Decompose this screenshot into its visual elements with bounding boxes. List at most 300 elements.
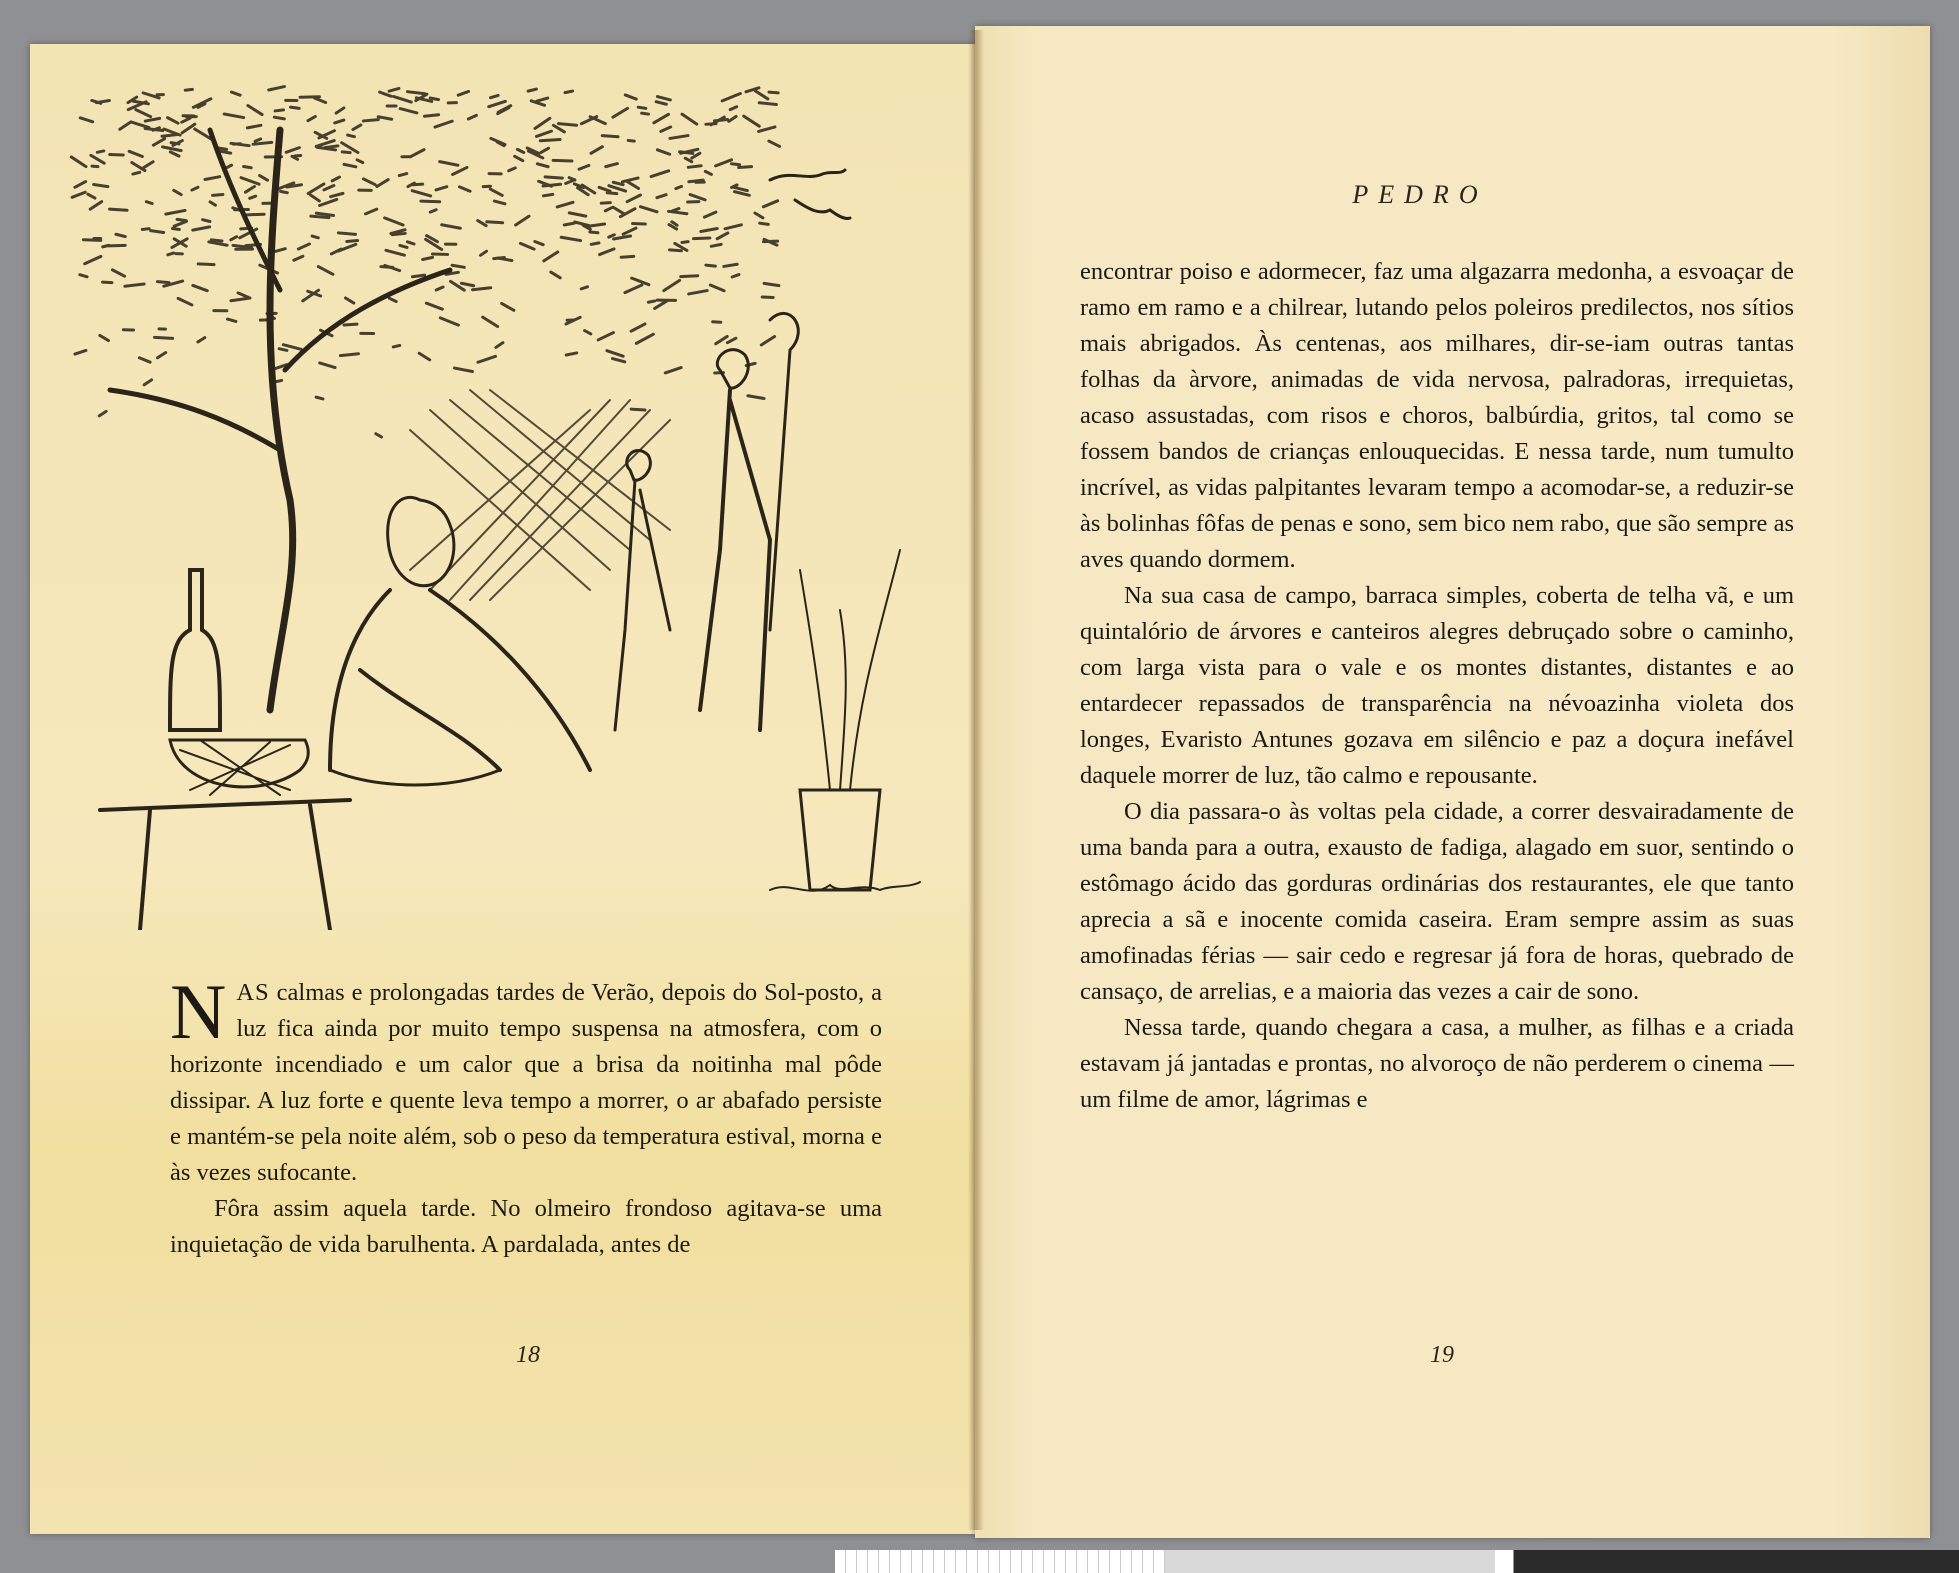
- foliage-stroke: [75, 182, 86, 188]
- foliage-stroke: [192, 187, 198, 190]
- foliage-stroke: [336, 108, 344, 113]
- foliage-stroke: [489, 101, 506, 106]
- foliage-stroke: [436, 187, 447, 190]
- foliage-stroke: [340, 354, 358, 356]
- foliage-stroke: [193, 285, 207, 290]
- foliage-stroke: [72, 192, 85, 197]
- foliage-stroke: [250, 196, 256, 198]
- foliage-stroke: [711, 244, 721, 246]
- foliage-stroke: [408, 92, 425, 94]
- foliage-stroke: [631, 324, 645, 331]
- foliage-stroke: [670, 250, 682, 251]
- foliage-stroke: [211, 240, 222, 241]
- foliage-stroke: [656, 102, 666, 105]
- paragraph: encontrar poiso e adormecer, faz uma algazarra medonha, a esvoaçar de ramo em ramo e a chilrear, lutando pelos poleiros predilectos, nos sítios mais abrigados. Às centenas, aos milhares, dir-se-iam outras tantas folhas da àrvore, animadas de vida nervosa, palradoras, irrequietas, acaso assustadas, com risos e choros, balbúrdia, gritos, tal como se fossem bandos de crianças enlouquecidas. E nessa tarde, num tumulto incrível, as vidas palpitantes levaram tempo a acomodar-se, a reduzir-se às bolinhas fôfas de penas e sono, sem bico nem rabo, que são sempre as aves quando dormem.: [1080, 258, 1794, 573]
- ruler-dark-segment: [1495, 1550, 1959, 1573]
- foliage-stroke: [178, 298, 192, 305]
- foliage-stroke: [761, 337, 774, 345]
- foliage-stroke: [168, 253, 174, 255]
- foliage-stroke: [133, 172, 140, 174]
- foliage-stroke: [502, 303, 514, 310]
- foliage-stroke: [640, 207, 657, 212]
- foliage-stroke: [545, 177, 562, 178]
- foliage-stroke: [363, 179, 375, 185]
- foliage-stroke: [348, 135, 355, 137]
- foliage-stroke: [734, 187, 747, 190]
- foliage-stroke: [704, 212, 715, 217]
- foliage-stroke: [209, 242, 227, 245]
- foliage-stroke: [672, 222, 677, 225]
- foliage-stroke: [316, 213, 333, 215]
- foliage-stroke: [631, 409, 645, 410]
- foliage-stroke: [318, 267, 333, 275]
- foliage-stroke: [724, 264, 737, 266]
- foliage-stroke: [185, 89, 192, 90]
- foliage-stroke: [308, 116, 315, 120]
- foliage-stroke: [614, 236, 631, 239]
- foliage-stroke: [136, 110, 151, 117]
- foliage-stroke: [670, 136, 688, 139]
- foliage-stroke: [458, 91, 468, 95]
- foliage-stroke: [286, 148, 299, 153]
- foliage-stroke: [599, 187, 610, 191]
- foliage-stroke: [689, 291, 708, 294]
- foliage-stroke: [613, 108, 628, 117]
- foliage-stroke: [182, 118, 190, 122]
- foliage-stroke: [454, 368, 472, 371]
- foliage-stroke: [423, 257, 433, 259]
- foliage-stroke: [399, 174, 406, 176]
- foliage-stroke: [400, 245, 407, 247]
- foliage-stroke: [366, 209, 377, 214]
- foliage-stroke: [224, 114, 243, 118]
- foliage-stroke: [600, 249, 614, 255]
- foliage-stroke: [442, 225, 461, 228]
- foliage-stroke: [247, 125, 261, 128]
- foliage-stroke: [312, 236, 318, 238]
- foliage-stroke: [739, 167, 752, 168]
- foliage-stroke: [494, 201, 505, 204]
- foliage-stroke: [759, 103, 776, 105]
- foliage-stroke: [125, 284, 144, 286]
- foliage-stroke: [412, 191, 430, 196]
- foliage-stroke: [253, 142, 272, 144]
- foliage-stroke: [690, 195, 705, 200]
- foliage-stroke: [569, 213, 586, 216]
- foliage-stroke: [320, 363, 335, 368]
- foliage-stroke: [680, 152, 693, 154]
- foliage-stroke: [590, 232, 598, 233]
- foliage-stroke: [357, 160, 363, 163]
- foliage-stroke: [174, 221, 186, 226]
- page-number-left: 18: [516, 1342, 540, 1368]
- foliage-stroke: [468, 115, 476, 119]
- foliage-stroke: [157, 282, 169, 283]
- foliage-stroke: [676, 186, 682, 188]
- foliage-stroke: [551, 272, 560, 278]
- foliage-stroke: [71, 157, 86, 167]
- foliage-stroke: [481, 251, 487, 255]
- foliage-stroke: [517, 149, 523, 152]
- foliage-stroke: [591, 243, 599, 244]
- foliage-stroke: [731, 164, 739, 165]
- foliage-stroke: [344, 324, 357, 325]
- foliage-stroke: [607, 351, 623, 357]
- foliage-stroke: [311, 216, 329, 218]
- foliage-stroke: [453, 167, 467, 174]
- foliage-stroke: [386, 250, 404, 255]
- foliage-stroke: [528, 89, 536, 91]
- running-head: PEDRO: [1352, 180, 1488, 209]
- foliage-stroke: [682, 242, 688, 243]
- foliage-stroke: [657, 195, 666, 198]
- foliage-stroke: [238, 293, 249, 298]
- paragraph-text: calmas e prolongadas tardes de Verão, depois do Sol-posto, a luz fica ainda por muito tempo suspensa na atmosfera, com o horizonte incendiado e um calor que a brisa da noitinha mal pôde dissipar. A luz forte e quente leva tempo a morrer, o ar abafado persiste e mantém-se pela noite além, sob o peso da temperatura estival, morna e às vezes sufocante.: [170, 979, 882, 1186]
- foliage-stroke: [461, 283, 473, 285]
- foliage-stroke: [496, 343, 503, 348]
- foliage-stroke: [769, 141, 780, 146]
- foliage-stroke: [636, 334, 653, 343]
- foliage-stroke: [412, 275, 424, 277]
- foliage-stroke: [139, 358, 150, 362]
- foliage-stroke: [94, 185, 108, 187]
- foliage-stroke: [245, 186, 254, 192]
- foliage-stroke: [632, 278, 649, 285]
- foliage-stroke: [755, 213, 763, 218]
- foliage-stroke: [602, 136, 618, 137]
- foliage-stroke: [553, 160, 572, 161]
- foliage-stroke: [174, 190, 181, 194]
- foliage-stroke: [607, 193, 617, 194]
- ink-illustration-garden-scene: [30, 70, 950, 930]
- foliage-stroke: [657, 150, 669, 154]
- foliage-stroke: [146, 202, 152, 204]
- foliage-stroke: [291, 107, 300, 108]
- foliage-stroke: [426, 303, 442, 309]
- foliage-stroke: [129, 151, 142, 156]
- foliage-stroke: [177, 219, 186, 220]
- foliage-stroke: [769, 92, 778, 93]
- foliage-stroke: [638, 107, 646, 108]
- foliage-stroke: [377, 180, 388, 187]
- foliage-stroke: [171, 143, 179, 144]
- foliage-stroke: [120, 122, 131, 129]
- lead-in: AS: [236, 979, 270, 1006]
- foliage-stroke: [100, 335, 109, 340]
- foliage-stroke: [605, 208, 611, 211]
- foliage-stroke: [393, 96, 411, 102]
- foliage-stroke: [298, 244, 309, 249]
- foliage-stroke: [244, 166, 252, 167]
- foliage-stroke: [727, 338, 736, 343]
- foliage-stroke: [143, 162, 153, 168]
- foliage-stroke: [543, 194, 552, 195]
- foliage-stroke: [516, 216, 529, 225]
- foliage-stroke: [166, 210, 185, 214]
- foliage-stroke: [315, 98, 326, 103]
- foliage-stroke: [648, 301, 654, 302]
- foliage-stroke: [275, 110, 283, 111]
- foliage-stroke: [154, 337, 172, 338]
- foliage-stroke: [535, 118, 550, 128]
- foliage-stroke: [581, 287, 587, 289]
- foliage-stroke: [537, 164, 548, 167]
- foliage-stroke: [400, 109, 417, 113]
- ruler-scale-segment: [835, 1550, 1165, 1573]
- foliage-stroke: [131, 122, 149, 128]
- paragraph: [170, 968, 882, 1191]
- foliage-stroke: [269, 87, 285, 90]
- foliage-stroke: [642, 113, 649, 114]
- foliage-stroke: [626, 181, 638, 188]
- foliage-stroke: [716, 336, 727, 343]
- foliage-stroke: [144, 380, 151, 385]
- foliage-stroke: [509, 168, 516, 171]
- foliage-stroke: [612, 359, 624, 362]
- foliage-stroke: [672, 209, 678, 211]
- foliage-stroke: [759, 127, 775, 131]
- foliage-stroke: [717, 233, 728, 239]
- foliage-stroke: [734, 192, 749, 196]
- foliage-stroke: [478, 356, 496, 362]
- foliage-stroke: [158, 353, 166, 358]
- foliage-stroke: [540, 139, 560, 140]
- foliage-stroke: [623, 228, 636, 234]
- foliage-stroke: [389, 88, 399, 91]
- foliage-stroke: [274, 117, 284, 119]
- foliage-stroke: [162, 147, 181, 151]
- foliage-stroke: [109, 245, 125, 246]
- foliage-stroke: [80, 275, 87, 277]
- foliage-stroke: [213, 195, 223, 196]
- foliage-stroke: [579, 165, 589, 169]
- foliage-stroke: [701, 229, 717, 232]
- foliage-stroke: [716, 160, 732, 166]
- foliage-stroke: [241, 178, 259, 185]
- foliage-stroke: [478, 221, 486, 226]
- foliage-stroke: [75, 350, 86, 354]
- foliage-stroke: [622, 178, 638, 182]
- foliage-stroke: [231, 92, 240, 95]
- foliage-stroke: [332, 177, 339, 181]
- foliage-stroke: [203, 220, 210, 222]
- foliage-stroke: [705, 171, 711, 174]
- foliage-stroke: [664, 280, 680, 290]
- foliage-stroke: [316, 397, 323, 399]
- foliage-stroke: [311, 195, 320, 201]
- foliage-stroke: [763, 201, 777, 207]
- foliage-stroke: [651, 171, 669, 177]
- foliage-stroke: [116, 234, 125, 236]
- foliage-stroke: [205, 177, 220, 180]
- foliage-stroke: [435, 121, 452, 127]
- foliage-stroke: [744, 116, 760, 126]
- foliage-stroke: [244, 214, 264, 215]
- foliage-stroke: [345, 298, 353, 303]
- foliage-stroke: [145, 118, 159, 121]
- foliage-stroke: [424, 115, 438, 117]
- foliage-stroke: [347, 240, 358, 241]
- paragraph: Nessa tarde, quando chegara a casa, a mulher, as filhas e a criada estavam já jantadas e prontas, no alvoroço de não perderem o cinema — um filme de amor, lágrimas e: [1080, 1014, 1794, 1113]
- foliage-stroke: [407, 242, 414, 244]
- foliage-stroke: [628, 140, 634, 141]
- foliage-stroke: [473, 288, 491, 290]
- foliage-stroke: [609, 186, 626, 191]
- foliage-stroke: [153, 139, 164, 145]
- foliage-stroke: [389, 298, 396, 301]
- foliage-stroke: [633, 224, 646, 225]
- foliage-stroke: [325, 146, 338, 148]
- foliage-stroke: [483, 317, 498, 326]
- foliage-stroke: [294, 256, 303, 260]
- foliage-stroke: [681, 276, 698, 277]
- foliage-stroke: [543, 184, 561, 186]
- foliage-stroke: [198, 338, 205, 342]
- foliage-stroke: [99, 411, 106, 416]
- right-page-text: [1080, 254, 1794, 1118]
- foliage-stroke: [430, 210, 436, 212]
- foliage-stroke: [621, 256, 634, 257]
- page-number-right: 19: [1430, 1342, 1454, 1368]
- foliage-stroke: [655, 301, 667, 308]
- foliage-stroke: [729, 116, 736, 121]
- foliage-stroke: [88, 194, 95, 198]
- foliage-stroke: [520, 243, 534, 249]
- foliage-stroke: [706, 124, 716, 125]
- foliage-stroke: [172, 228, 179, 229]
- foliage-stroke: [385, 218, 404, 225]
- foliage-stroke: [227, 319, 235, 321]
- ruler-gray-segment: [1165, 1550, 1495, 1573]
- foliage-stroke: [411, 150, 424, 157]
- foliage-stroke: [255, 139, 261, 141]
- foliage-stroke: [515, 156, 523, 160]
- foliage-stroke: [91, 155, 104, 163]
- paragraph: O dia passara-o às voltas pela cidade, a correr desvairadamente de uma banda para a outra, exausto de fadiga, alagado em suor, sentindo o estômago ácido das gorduras ordinárias dos restaurantes, ele que tanto aprecia a sã e inocente comida caseira. Eram sempre assim as suas amofinadas férias — sair cedo e regresar já fora de horas, quebrado de cansaço, de arrelias, e a maioria das vezes a cair de sono.: [1080, 798, 1794, 1005]
- foliage-stroke: [722, 94, 740, 101]
- foliage-stroke: [421, 201, 440, 202]
- paragraph: Na sua casa de campo, barraca simples, coberta de telha vã, e um quintalório de árvores e canteiros alegres debruçado sobre o caminho, com larga vista para o vale e os montes distantes, distantes e ao entardecer repassados de transparência na névoazinha violeta dos longes, Evaristo Antunes gozava em silêncio e paz a doçura inefável daquele morrer de luz, tão calmo e repousante.: [1080, 582, 1794, 789]
- foliage-stroke: [210, 202, 215, 205]
- foliage-stroke: [279, 349, 287, 351]
- foliage-stroke: [491, 95, 499, 97]
- foliage-stroke: [627, 195, 640, 202]
- foliage-stroke: [440, 318, 458, 325]
- foliage-stroke: [606, 164, 618, 167]
- foliage-stroke: [430, 98, 438, 100]
- foliage-stroke: [625, 95, 636, 99]
- foliage-stroke: [353, 125, 361, 130]
- book-gutter: [968, 30, 984, 1530]
- foliage-stroke: [248, 106, 262, 115]
- foliage-stroke: [561, 237, 580, 240]
- foliage-stroke: [654, 114, 669, 122]
- foliage-stroke: [591, 147, 602, 154]
- foliage-stroke: [419, 353, 430, 360]
- foliage-stroke: [487, 222, 503, 223]
- foliage-stroke: [585, 331, 591, 334]
- foliage-stroke: [342, 152, 350, 153]
- foliage-stroke: [706, 265, 715, 266]
- foliage-stroke: [661, 127, 671, 131]
- foliage-stroke: [710, 285, 724, 291]
- foliage-stroke: [760, 223, 769, 224]
- foliage-stroke: [609, 235, 615, 237]
- foliage-stroke: [376, 434, 382, 437]
- foliage-stroke: [764, 283, 779, 285]
- foliage-stroke: [541, 148, 549, 152]
- foliage-stroke: [260, 176, 268, 181]
- foliage-stroke: [90, 202, 101, 210]
- foliage-stroke: [182, 124, 195, 133]
- foliage-stroke: [378, 117, 392, 120]
- foliage-stroke: [85, 256, 101, 263]
- foliage-stroke: [335, 120, 344, 123]
- foliage-stroke: [460, 187, 471, 191]
- foliage-stroke: [725, 225, 741, 229]
- foliage-stroke: [657, 97, 670, 100]
- foliage-stroke: [344, 164, 356, 166]
- foliage-stroke: [601, 203, 610, 204]
- foliage-stroke: [283, 345, 301, 350]
- left-page-text: [170, 968, 882, 1263]
- foliage-stroke: [590, 224, 604, 226]
- foliage-stroke: [693, 238, 709, 239]
- foliage-stroke: [338, 233, 355, 234]
- foliage-stroke: [110, 209, 127, 210]
- foliage-stroke: [97, 151, 103, 152]
- foliage-stroke: [625, 285, 642, 293]
- foliage-stroke: [544, 252, 558, 261]
- foliage-stroke: [231, 237, 237, 240]
- foliage-stroke: [452, 265, 464, 267]
- foliage-stroke: [96, 101, 109, 103]
- foliage-stroke: [613, 207, 624, 214]
- foliage-stroke: [436, 287, 443, 290]
- foliage-stroke: [494, 258, 505, 259]
- foliage-stroke: [80, 118, 92, 122]
- foliage-stroke: [320, 199, 337, 205]
- foliage-stroke: [755, 91, 768, 99]
- foliage-stroke: [490, 189, 502, 195]
- foliage-stroke: [537, 98, 548, 101]
- foliage-stroke: [565, 91, 573, 93]
- foliage-stroke: [566, 353, 576, 355]
- foliage-stroke: [92, 166, 98, 167]
- foliage-stroke: [151, 231, 164, 233]
- foliage-stroke: [198, 264, 214, 265]
- foliage-stroke: [324, 186, 334, 190]
- foliage-stroke: [536, 131, 551, 136]
- foliage-stroke: [564, 223, 574, 225]
- foliage-stroke: [535, 242, 543, 245]
- foliage-stroke: [142, 229, 149, 230]
- foliage-stroke: [688, 166, 701, 168]
- foliage-stroke: [308, 184, 324, 194]
- foliage-stroke: [162, 135, 176, 137]
- foliage-stroke: [168, 118, 178, 124]
- foliage-stroke: [331, 193, 343, 196]
- foliage-stroke: [748, 396, 764, 399]
- foliage-stroke: [440, 162, 458, 166]
- foliage-stroke: [665, 368, 681, 373]
- foliage-stroke: [193, 227, 210, 230]
- foliage-stroke: [281, 191, 288, 192]
- foliage-stroke: [732, 275, 739, 277]
- foliage-stroke: [103, 245, 109, 247]
- foliage-stroke: [170, 152, 179, 156]
- foliage-stroke: [553, 125, 564, 132]
